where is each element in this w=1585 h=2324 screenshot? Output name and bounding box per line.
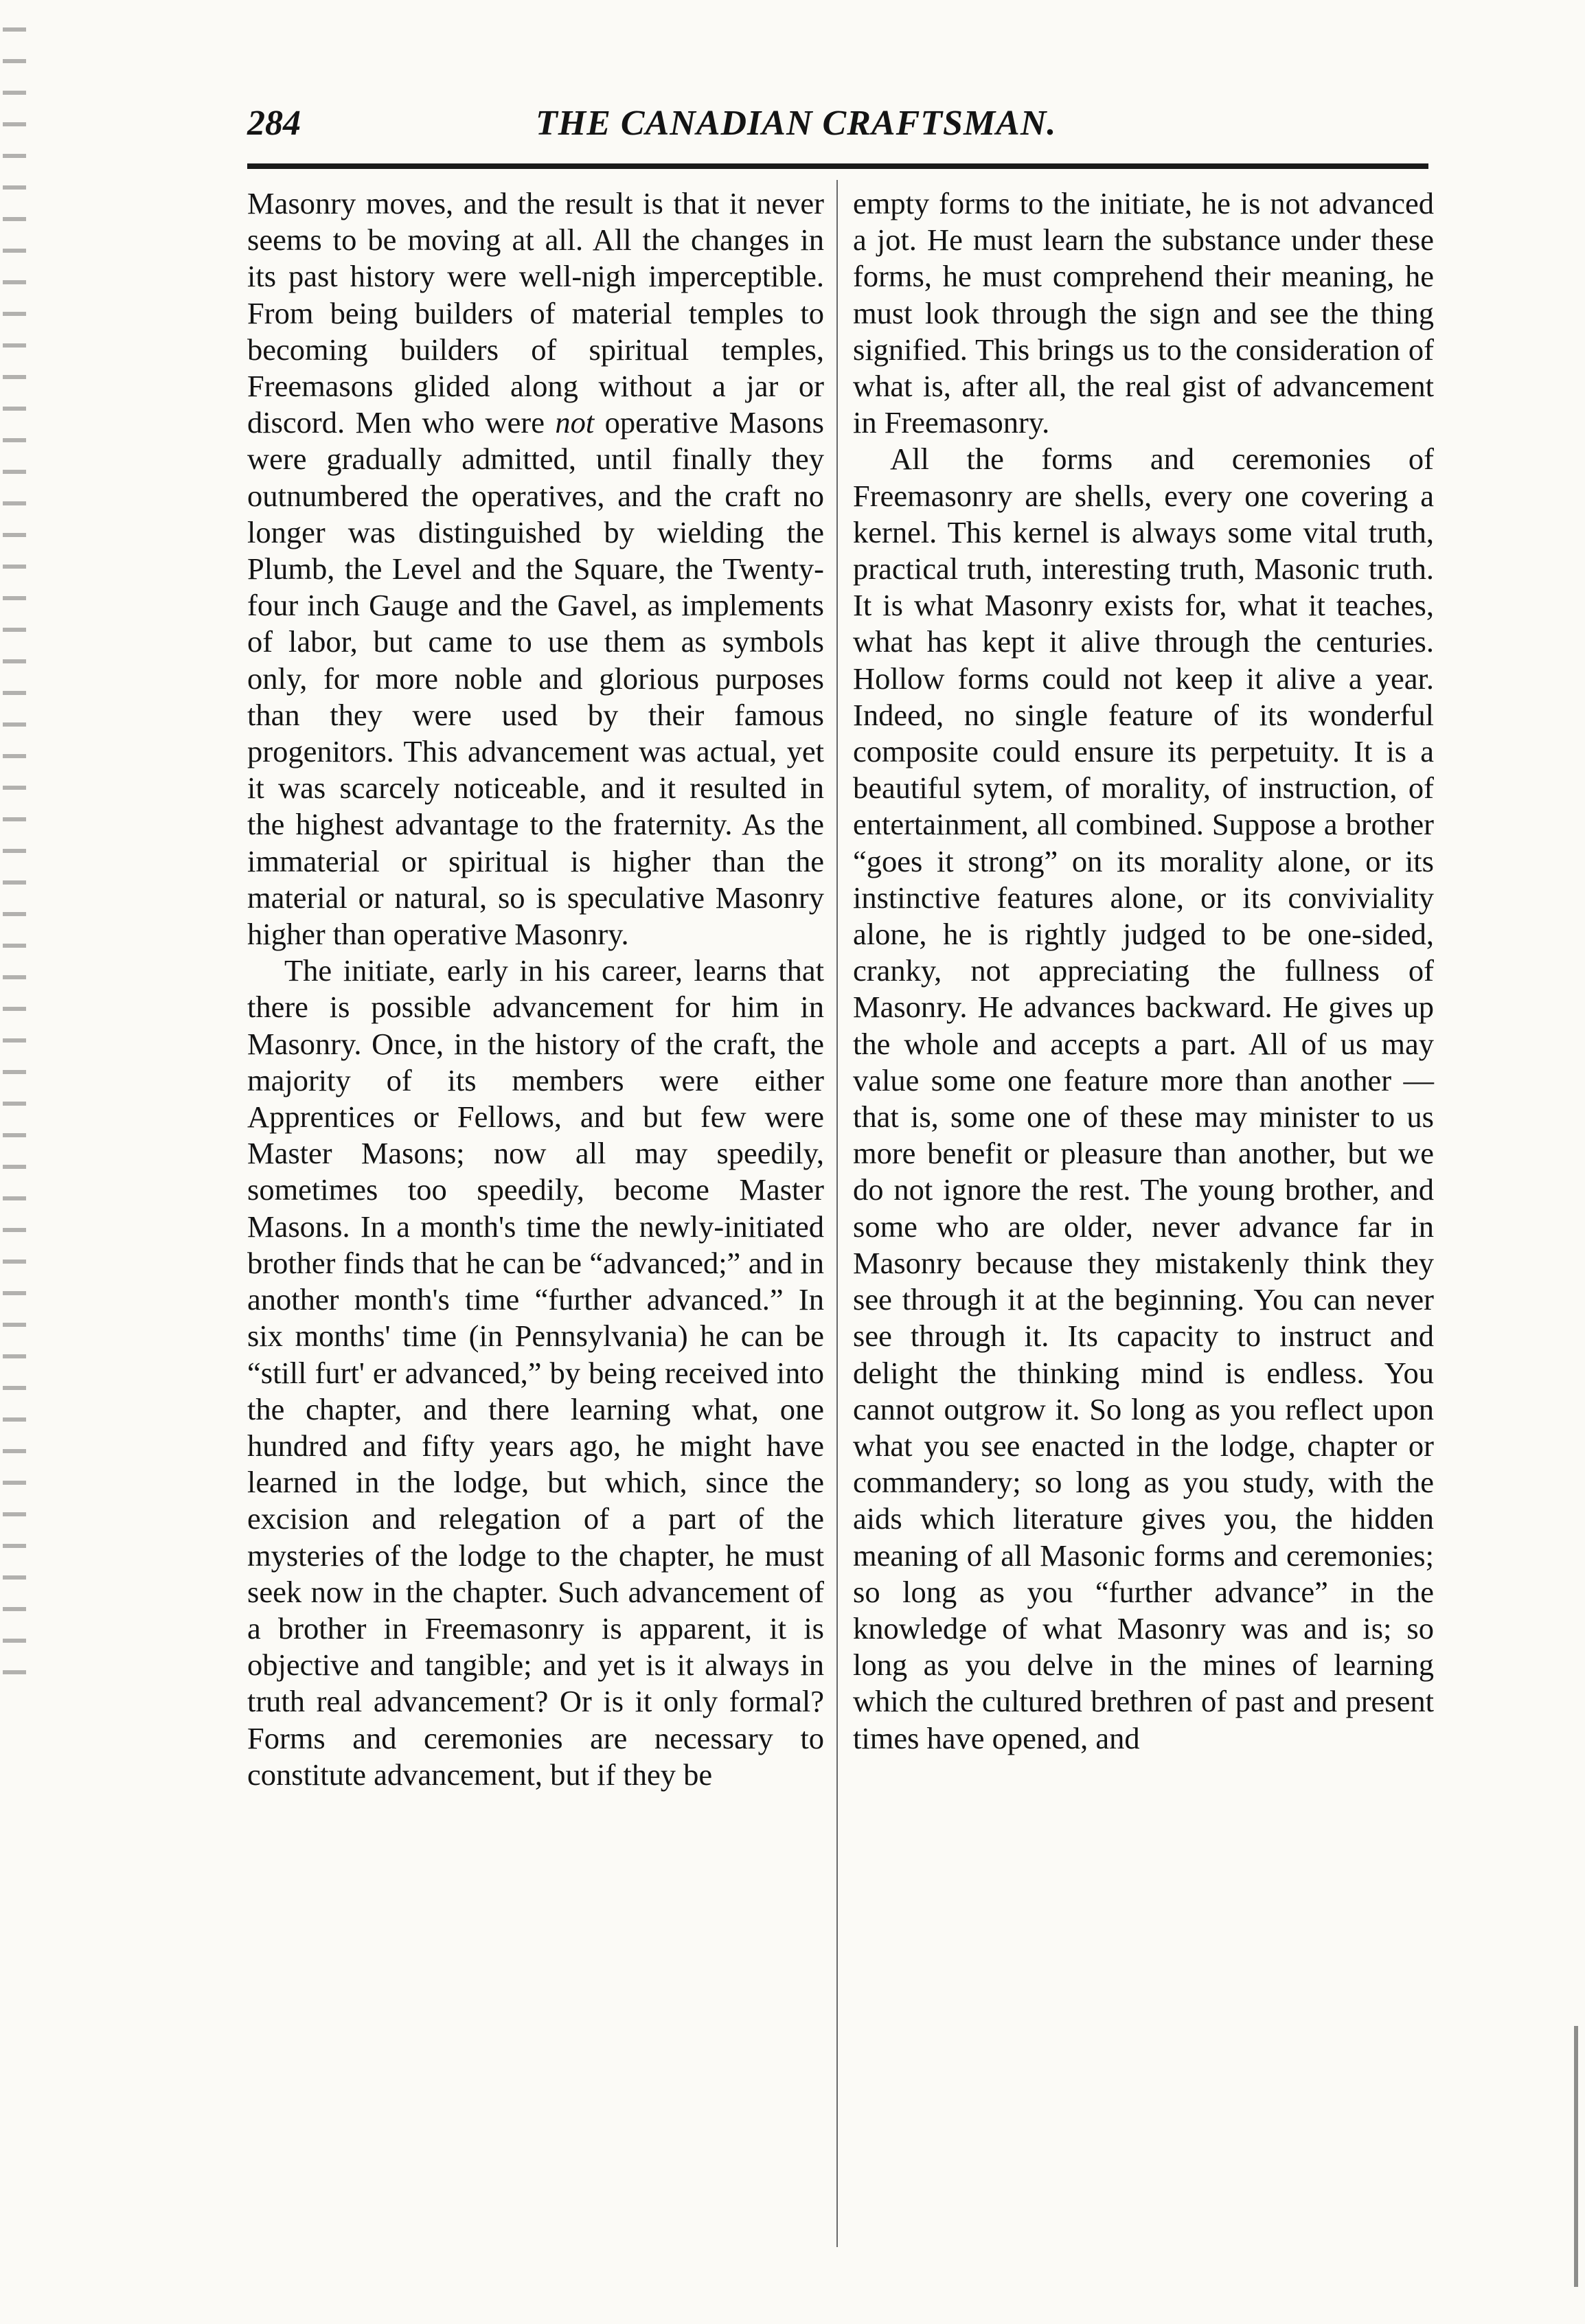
column-divider (836, 180, 838, 2247)
right-column (853, 185, 1434, 1757)
left-paragraph-1-text: Masonry moves, and the result is that it never seems to be moving at all. All the changes in its past history were well-nigh imperceptible. From being builders of material temples to becoming builders of spiritual temples, Freemasons glided along without a jar or discord. Men who were (247, 186, 824, 440)
running-head: THE CANADIAN CRAFTSMAN. (536, 104, 1057, 143)
header-rule (247, 163, 1428, 169)
left-paragraph-1 (247, 185, 824, 953)
page-number: 284 (247, 104, 301, 143)
right-paragraph-1: empty forms to the initiate, he is not advanced a jot. He must learn the substance under these forms, he must comprehend their meaning, he must look through the sign and see the thing signified. This brings us to the consideration of what is, after all, the real gist of advancement in Freemasonry. (853, 186, 1434, 440)
scan-edge-marks (3, 27, 26, 1676)
left-column (247, 185, 824, 1793)
page-header (247, 103, 1428, 158)
left-paragraph-1-emphasis: not (555, 405, 595, 440)
right-paragraph-2: All the forms and ceremonies of Freemasonry are shells, every one covering a kernel. This kernel is always some vital truth, practical truth, interesting truth, Masonic truth. It is what Masonry exists for, what it teaches, what has kept it alive through the centuries. Hollow forms could not keep it alive a year. Indeed, no single feature of its wonderful composite could ensure its perpetuity. It is a beautiful sytem, of morality, of instruction, of entertainment, all combined. Suppose a brother “goes it strong” on its morality alone, or its instinctive features alone, or its conviviality alone, he is rightly judged to be one-sided, cranky, not appreciating the fullness of Masonry. He advances backward. He gives up the whole and accepts a part. All of us may value some one feature more than another —that is, some one of these may minister to us more benefit or pleasure than another, but we do not ignore the rest. The young brother, and some who are older, never advance far in Masonry because they mistakenly think they see through it at the beginning. You can never see through it. Its capacity to instruct and delight the thinking mind is endless. You cannot outgrow it. So long as you reflect upon what you see enacted in the lodge, chapter or commandery; so long as you study, with the aids which literature gives you, the hidden meaning of all Masonic forms and ceremonies; so long as you “further advance” in the knowledge of what Masonry was and is; so long as you delve in the mines of learning which the cultured brethren of past and present times have opened, and (853, 442, 1434, 1755)
left-paragraph-1-rest: operative Masons were gradually admitted, until finally they outnumbered the operatives, and the craft no longer was distinguished by wielding the Plumb, the Level and the Square, the Twenty-four inch Gauge and the Gavel, as implements of labor, but came to use them as symbols only, for more noble and glorious purposes than they were used by their famous progenitors. This advancement was actual, yet it was scarcely noticeable, and it resulted in the highest advantage to the fraternity. As the immaterial or spiritual is higher than the material or natural, so is speculative Masonry higher than operative Masonry. (247, 405, 824, 952)
scan-edge-mark-right (1574, 2026, 1578, 2287)
left-paragraph-2: The initiate, early in his career, learns that there is possible advancement for him in Masonry. Once, in the history of the craft, the majority of its members were either Apprentices or Fellows, and but few were Master Masons; now all may speedily, sometimes too speedily, become Master Masons. In a month's time the newly-initiated brother finds that he can be “advanced;” and in another month's time “further advanced.” In six months' time (in Pennsylvania) he can be “still furt' er advanced,” by being received into the chapter, and there learning what, one hundred and fifty years ago, he might have learned in the lodge, but which, since the excision and relegation of a part of the mysteries of the lodge to the chapter, he must seek now in the chapter. Such advancement of a brother in Freemasonry is apparent, it is objective and tangible; and yet is it always in truth real advancement? Or is it only formal? Forms and ceremonies are necessary to constitute advancement, but if they be (247, 953, 824, 1792)
